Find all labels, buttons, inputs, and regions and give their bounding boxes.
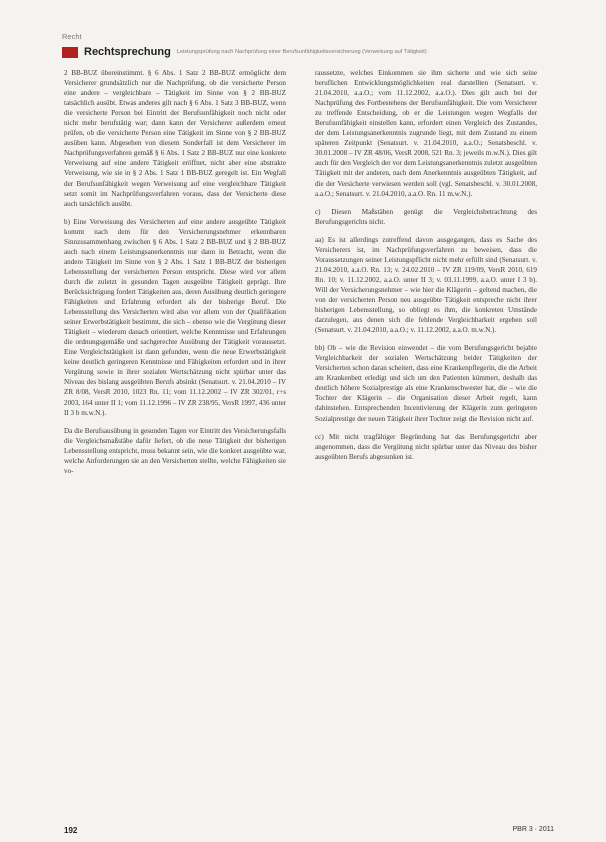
header-marker [62, 47, 78, 58]
left-column [64, 68, 286, 484]
paragraph: b) Eine Verweisung des Versicherten auf eine andere ausgeübte Tätigkeit kommt nach dem für den Versicherungsnehmer erkennbaren Sinnzusammenhang zwischen § 6 Abs. 1 Satz 2 BB-BUZ und § 2 BB-BUZ auch nach einem Leistungsanerkenntnis nur dann in Betracht, wenn die andere Tätigkeit im Sinne von § 2 Abs. 1 Satz 1 BB-BUZ der bisherigen Lebensstellung der versicherten Person entspricht. Diese wird vor allem durch die zuletzt in gesunden Tagen ausgeübte Tätigkeit geprägt. Ihre Berücksichtigung fordert Tätigkeiten aus, deren Ausübung deutlich geringere Fähigkeiten und Erfahrung erfordert als der bisherige Beruf. Die Lebensstellung des Versicherten wird also vor allem von der Qualifikation seiner Erwerbstätigkeit bestimmt, die sich – ebenso wie die Vergütung dieser Tätigkeit – wiederum danach orientiert, welche Kenntnisse und Erfahrungen die ordnungsgemäße und sachgerechte Ausübung der Tätigkeit voraussetzt. Eine Vergleichstätigkeit ist dann gefunden, wenn die neue Erwerbstätigkeit keine deutlich geringeren Kenntnisse und Fähigkeiten erfordert und in ihrer Vergütung sowie in ihrer sozialen Wertschätzung nicht spürbar unter das Niveau des bislang ausgeübten Berufs absinkt (Senatsurt. v. 21.04.2010 – IV ZR 8/08, VersR 2010, 1023 Rn. 11; vom 11.12.2002 – IV ZR 302/01, r+s 2003, 164 unter II 1; vom 11.12.1996 – IV ZR 238/95, VersR 1997, 436 unter II 3 b m.w.N.). [64, 217, 286, 417]
header-bar [62, 44, 562, 60]
paragraph: aa) Es ist allerdings zutreffend davon ausgegangen, dass es Sache des Versicherers ist, im Nachprüfungsverfahren zu beweisen, dass die Voraussetzungen seiner Leistungspflicht nicht mehr erfüllt sind (Senatsurt. v. 21.04.2010, a.a.O. Rn. 13; v. 24.02.2010 – IV ZR 119/09, VersR 2010, 619 Rn. 10; v. 11.12.2002, a.a.O. unter II 3; v. 03.11.1999, a.a.O. unter I 3 b). Will der Versicherungsnehmer – wie hier die Klägerin – geltend machen, die von der versicherten Person neu ausgeübte Tätigkeit entspreche nicht ihrer bisherigen Lebensstellung, so obliegt es ihm, die konkreten Umstände darzulegen, aus denen sich die fehlende Vergleichbarkeit ergeben soll (Senatsurt. v. 21.04.2010, a.a.O.; v. 11.12.2002, a.a.O. m.w.N.). [315, 235, 537, 335]
paragraph: cc) Mit nicht tragfähiger Begründung hat das Berufungsgericht aber angenommen, dass die Vergütung nicht spürbar unter das Niveau des bisher ausgeübten Berufs abgesunken ist. [315, 432, 537, 461]
paragraph: 2 BB-BUZ übereinstimmt. § 6 Abs. 1 Satz 2 BB-BUZ ermöglicht dem Versicherer grundsätzlich nur die Nachprüfung, ob die versicherte Person eine andere – vergleichbare – Tätigkeit im Sinne von § 2 BB-BUZ tatsächlich ausübt. Etwas anderes gilt nach § 6 Abs. 1 Satz 3 BB-BUZ, wenn die versicherte Person bei Eintritt der Berufsunfähigkeit noch nicht oder nicht mehr berufstätig war; dann kann der Versicherer außerdem erneut prüfen, ob die versicherte Person eine Tätigkeit im Sinne von § 2 BB-BUZ ausüben kann. Abgesehen von diesem Sonderfall ist dem Versicherer im Nachprüfungsverfahren gemäß § 6 Abs. 1 Satz 2 BB-BUZ nur eine konkrete Verweisung auf eine andere Tätigkeit eröffnet, nicht aber eine abstrakte Verweisung, wie sie in § 2 Abs. 1 Satz 1 BB-BUZ geregelt ist. Ein Wegfall der Berufsunfähigkeit wegen Verweisung auf eine vergleichbare Tätigkeit setzt somit im Nachprüfungsverfahren voraus, dass der Versicherte diese auch tatsächlich ausübt. [64, 69, 286, 208]
journal-reference: PBR 3 · 2011 [512, 826, 554, 833]
paragraph: raussetzte, welches Einkommen sie ihm sicherte und wie sich seine beruflichen Entwicklungsmöglichkeiten real darstellten (Senatsurt. v. 21.04.2010, a.a.O.; vom 11.12.2002, a.a.O.). Dies gilt auch bei der Nachprüfung des Fortbestehens der Berufsunfähigkeit. Die vom Versicherer zu treffende Entscheidung, ob er die Leistungen wegen Wegfalls der Berufsunfähigkeit einstellen kann, erfordert einen Vergleich des Zustandes, der dem Leistungsanerkenntnis zugrunde liegt, mit dem Zustand zu einem späteren Zeitpunkt (Senatsurt. v. 21.04.2010, a.a.O.; Senatsbeschl. v. 30.01.2008 – IV ZR 48/06, VersR 2008, 521 Rn. 3; jeweils m.w.N.). Dies gilt auch für den Vergleich der vor dem Leistungsanerkenntnis zuletzt ausgeübten Tätigkeit mit der anderen, nach dem Anerkenntnis ausgeübten Tätigkeit, auf die der Versicherte verwiesen werden soll (vgl. Senatsbeschl. v. 30.01.2008, a.a.O.; Senatsurt. v. 21.04.2010, a.a.O. Rn. 11 m.w.N.). [315, 69, 537, 198]
page-number: 192 [64, 826, 78, 835]
right-column [315, 68, 537, 470]
paragraph: Da die Berufsausübung in gesunden Tagen vor Eintritt des Versicherungsfalls die Vergleichsmaßstäbe dafür liefert, ob die neue Tätigkeit der bisherigen Lebensstellung entspricht, muss bekannt sein, wie die konkret ausgeübte war, welche Anforderungen sie an den Versicherten stellte, welche Fähigkeiten sie vo- [64, 426, 286, 475]
page-subtitle: Leistungsprüfung nach Nachprüfung einer Berufsunfähigkeitsversicherung (Verweisung auf Tätigkeit) [176, 49, 427, 55]
paragraph: bb) Ob – wie die Revision einwendet – die vom Berufungsgericht bejahte Vergleichbarkeit der sozialen Wertschätzung beider Tätigkeiten der Versicherten schon daran scheitert, dass eine Krankenpflegerin, die die Arbeit am Krankenbett erledigt und sich um den Patienten kümmert, deshalb das deutlich höhere Sozialprestige als eine Krankenschwester hat, die – wie die Tochter der Klägerin – die Organisation dieser Arbeit regelt, kann dahinstehen. Entsprechenden Incentivierung der Klägerin zum geringeren Sozialprestige der neuen Tätigkeit ihrer Tochter zeigt die Revision nicht auf. [315, 344, 537, 423]
page-title: Rechtsprechung [84, 46, 171, 58]
paragraph: c) Diesen Maßstäben genügt die Vergleichsbetrachtung des Berufungsgerichts nicht. [315, 207, 537, 226]
section-label: Recht [62, 32, 82, 41]
